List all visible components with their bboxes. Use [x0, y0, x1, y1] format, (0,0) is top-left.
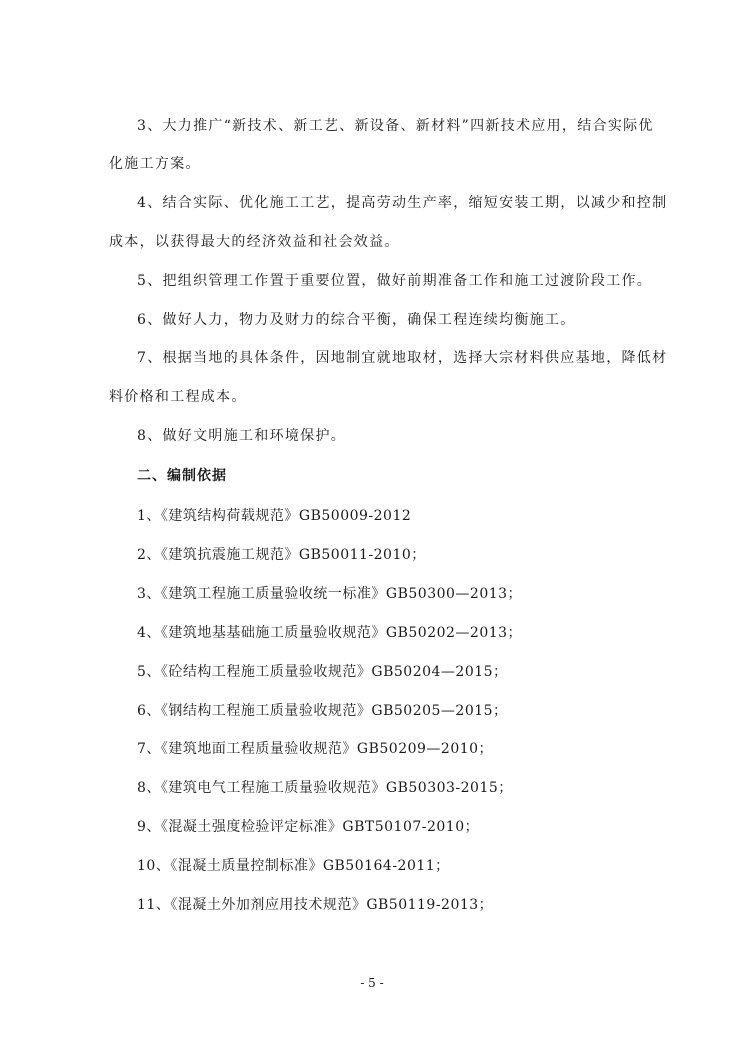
paragraph-7-line-2: 料价格和工程成本。: [109, 389, 247, 405]
reference-item-1: 1、《建筑结构荷载规范》GB50009-2012: [137, 508, 412, 524]
reference-item-2: 2、《建筑抗震施工规范》GB50011-2010；: [137, 547, 426, 563]
paragraph-5: 5、把组织管理工作置于重要位置，做好前期准备工作和施工过渡阶段工作。: [137, 273, 653, 289]
paragraph-6: 6、做好人力，物力及财力的综合平衡，确保工程连续均衡施工。: [137, 312, 576, 328]
paragraph-3-line-2: 化施工方案。: [109, 156, 201, 172]
reference-item-5: 5、《砼结构工程施工质量验收规范》GB50204—2015；: [137, 664, 508, 680]
reference-item-4: 4、《建筑地基基础施工质量验收规范》GB50202—2013；: [137, 625, 523, 641]
reference-item-11: 11、《混凝土外加剂应用技术规范》GB50119-2013；: [137, 897, 494, 913]
paragraph-7-line-1: 7、根据当地的具体条件，因地制宜就地取材，选择大宗材料供应基地，降低材: [137, 350, 668, 366]
paragraph-8: 8、做好文明施工和环境保护。: [137, 428, 347, 444]
reference-item-7: 7、《建筑地面工程质量验收规范》GB50209—2010；: [137, 741, 494, 757]
paragraph-4-line-2: 成本，以获得最大的经济效益和社会效益。: [109, 234, 400, 250]
reference-item-6: 6、《钢结构工程施工质量验收规范》GB50205—2015；: [137, 703, 508, 719]
reference-item-9: 9、《混凝土强度检验评定标准》GBT50107-2010；: [137, 819, 480, 835]
reference-item-8: 8、《建筑电气工程施工质量验收规范》GB50303-2015；: [137, 780, 513, 796]
paragraph-4-line-1: 4、结合实际、优化施工工艺，提高劳动生产率，缩短安装工期，以减少和控制: [137, 195, 668, 211]
paragraph-3-line-1: 3、大力推广“新技术、新工艺、新设备、新材料”四新技术应用，结合实际优: [137, 118, 654, 134]
section-heading: 二、编制依据: [137, 468, 227, 484]
page-number: - 5 -: [360, 976, 384, 990]
reference-item-10: 10、《混凝土质量控制标准》GB50164-2011；: [137, 858, 450, 874]
reference-item-3: 3、《建筑工程施工质量验收统一标准》GB50300—2013；: [137, 586, 523, 602]
